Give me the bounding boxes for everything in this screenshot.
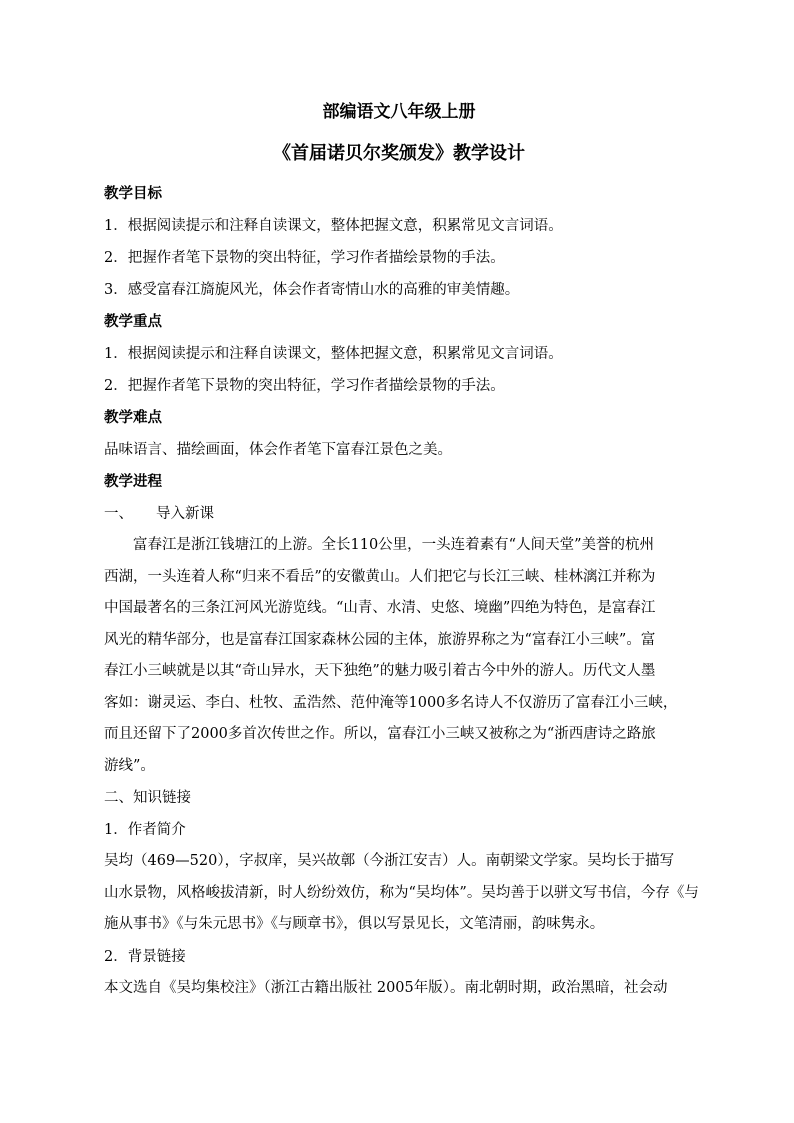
- focus-item-2: 2．把握作者笔下景物的突出特征，学习作者描绘景物的手法。: [104, 378, 505, 394]
- intro-paragraph: [104, 530, 694, 782]
- background-heading: 2．背景链接: [104, 948, 186, 965]
- intro-line: 春江小三峡就是以其“奇山异水，天下独绝”的魅力吸引着古今中外的游人。历代文人墨: [104, 663, 656, 679]
- author-paragraph: [104, 846, 699, 941]
- intro-line: 西湖，一头连着人称“归来不看岳”的安徽黄山。人们把它与长江三峡、桂林漓江并称为: [104, 568, 656, 585]
- intro-line: 客如：谢灵运、李白、杜牧、孟浩然、范仲淹等1000多名诗人不仅游历了富春江小三峡，: [104, 694, 678, 711]
- section2-title: 二、知识链接: [104, 790, 191, 806]
- goals-item-2: 2．把握作者笔下景物的突出特征，学习作者描绘景物的手法。: [104, 250, 505, 266]
- focus-item-1: 1．根据阅读提示和注释自读课文，整体把握文意，积累常见文言词语。: [104, 346, 563, 362]
- difficulty-heading: 教学难点: [104, 409, 162, 426]
- process-heading: 教学进程: [104, 473, 162, 490]
- goals-heading: 教学目标: [104, 185, 162, 202]
- difficulty-text: 品味语言、描绘画面，体会作者笔下富春江景色之美。: [104, 442, 452, 458]
- section1-number: 一、: [104, 506, 133, 522]
- author-line: 施从事书》《与朱元思书》《与顾章书》，俱以写景见长，文笔清丽，韵味隽永。: [104, 916, 605, 932]
- intro-line: 富春江是浙江钱塘江的上游。全长110公里，一头连着素有“人间天堂”美誉的杭州: [133, 537, 654, 553]
- intro-line: 游线”。: [104, 757, 155, 774]
- intro-line: 中国最著名的三条江河风光游览线。“山青、水清、史悠、境幽”四绝为特色，是富春江: [104, 600, 656, 616]
- focus-heading: 教学重点: [104, 313, 162, 330]
- intro-line: 风光的精华部分，也是富春江国家森林公园的主体，旅游界称之为“富春江小三峡”。富: [104, 631, 656, 648]
- goals-item-3: 3．感受富春江旖旎风光，体会作者寄情山水的高雅的审美情趣。: [104, 282, 520, 298]
- author-heading: 1．作者简介: [104, 822, 186, 838]
- background-paragraph: [104, 973, 694, 1005]
- doc-title-line1: 部编语文八年级上册: [322, 102, 476, 122]
- author-line: 山水景物，风格峻拔清新，时人纷纷效仿，称为“吴均体”。吴均善于以骈文写书信，今存《与: [104, 884, 699, 901]
- goals-item-1: 1．根据阅读提示和注释自读课文，整体把握文意，积累常见文言词语。: [104, 218, 563, 234]
- section1-title: [104, 498, 694, 530]
- intro-line: 而且还留下了2000多首次传世之作。所以，富春江小三峡又被称之为“浙西唐诗之路旅: [104, 726, 656, 742]
- doc-title-line2: 《首届诺贝尔奖颁发》教学设计: [273, 143, 525, 164]
- section1-label: 导入新课: [156, 506, 214, 522]
- background-line: 本文选自《吴均集校注》（浙江古籍出版社 2005年版）。南北朝时期，政治黑暗，社会动: [104, 979, 668, 996]
- title-spacer: [104, 164, 694, 178]
- document-page: [104, 96, 699, 1004]
- author-line: 吴均（469—520），字叔庠，吴兴故鄣（今浙江安吉）人。南朝梁文学家。吴均长于描写: [104, 853, 675, 869]
